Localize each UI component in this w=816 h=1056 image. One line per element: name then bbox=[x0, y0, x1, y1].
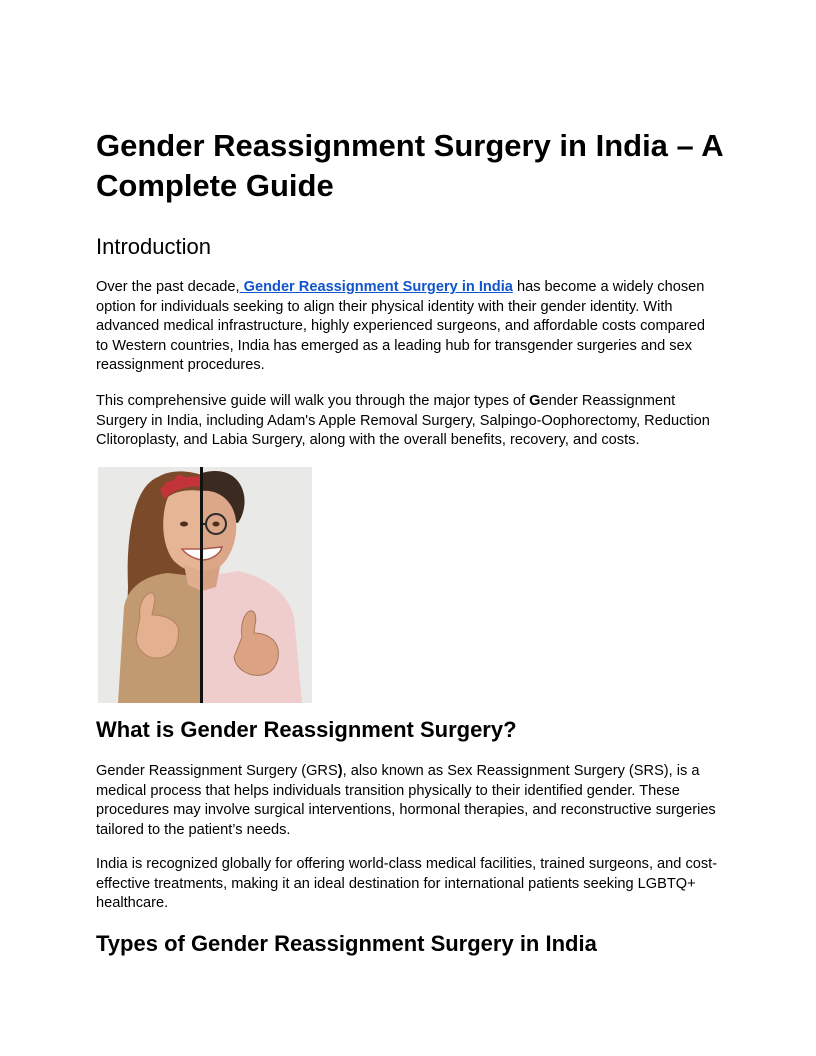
what-is-p1-text-before: Gender Reassignment Surgery (GRS bbox=[96, 763, 338, 779]
types-heading: Types of Gender Reassignment Surgery in India bbox=[96, 931, 597, 956]
intro-p2-bold-letter: G bbox=[529, 393, 541, 409]
intro-p2-text-before: This comprehensive guide will walk you through the major types of bbox=[96, 393, 530, 409]
intro-paragraph-1 bbox=[96, 278, 720, 376]
what-is-p1-text-after: , also known as Sex Reassignment Surgery (SRS), is a medical process that helps individuals transition physically to their identified gender. These procedures may involve surgical interventions, hormonal therapies, and reconstructive surgeries tailored to the patient’s needs. bbox=[96, 763, 716, 838]
page-title: Gender Reassignment Surgery in India – A Complete Guide bbox=[96, 128, 723, 203]
what-is-paragraph-1 bbox=[96, 762, 720, 840]
intro-p2-text-after: ender Reassignment Surgery in India, including Adam's Apple Removal Surgery, Salpingo-Oophorectomy, Reduction Clitoroplasty, and Labia Surgery, along with the overall benefits, recovery, and costs. bbox=[96, 393, 710, 448]
what-is-heading: What is Gender Reassignment Surgery? bbox=[96, 717, 517, 742]
intro-p1-text-after: has become a widely chosen option for individuals seeking to align their physical identity with their gender identity. With advanced medical infrastructure, highly experienced surgeons, and affordable costs compared to Western countries, India has emerged as a leading hub for transgender surgeries and sex reassignment procedures. bbox=[96, 279, 705, 373]
what-is-p1-bold-char: ) bbox=[337, 763, 343, 779]
intro-paragraph-2 bbox=[96, 392, 720, 451]
introduction-heading: Introduction bbox=[96, 234, 211, 259]
gender-reassignment-surgery-link[interactable]: Gender Reassignment Surgery in India bbox=[239, 279, 513, 295]
split-face-photo bbox=[98, 467, 312, 703]
what-is-paragraph-2: India is recognized globally for offering world-class medical facilities, trained surgeons, and cost-effective treatments, making it an ideal destination for international patients seeking LGBTQ+ healthcare. bbox=[96, 856, 718, 911]
intro-p1-text-before: Over the past decade, bbox=[96, 279, 240, 295]
